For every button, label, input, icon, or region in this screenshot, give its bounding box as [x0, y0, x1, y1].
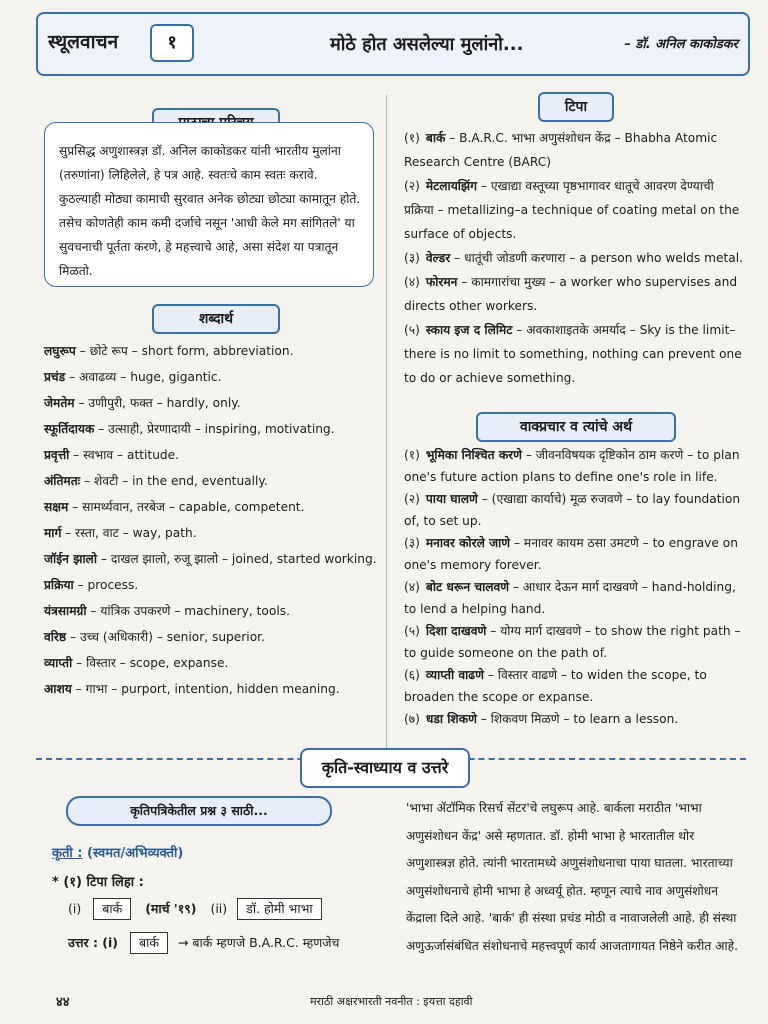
- tipa-definition: – अवकाशाइतके अमर्याद – Sky is the limit–there is no limit to something, nothing can prevent one to do or achieve something.: [404, 323, 742, 385]
- glossary-definition: – स्वभाव – attitude.: [69, 448, 180, 462]
- answer-line: [68, 932, 339, 954]
- glossary-term: यंत्रसामग्री: [44, 604, 87, 618]
- tipa-item: [404, 174, 746, 246]
- glossary-definition: – अवाढव्य – huge, gigantic.: [65, 370, 222, 384]
- intro-text: सुप्रसिद्ध अणुशास्त्रज्ञ डॉ. अनिल काकोडकर यांनी भारतीय मुलांना (तरुणांना) लिहिलेले, हे पत्र आहे. स्वतःचे काम स्वतः करावे. कुठल्याही मोठ्या कामाची सुरवात अनेक छोट्या छोट्या कामातून होते. तसेच कोणतेही काम कमी दर्जाचे नसून 'आधी केले मग सांगितले' या सुवचनाची पूर्तता करणे, हे महत्त्वाचे आहे, असा संदेश या पत्रातून मिळतो.: [44, 122, 374, 287]
- answer-label: उत्तर : (i): [68, 935, 119, 950]
- idiom-item: [404, 664, 746, 708]
- glossary-term: अंतिमतः: [44, 474, 81, 488]
- glossary-item: [44, 494, 380, 520]
- glossary-item: [44, 676, 380, 702]
- idiom-item: [404, 576, 746, 620]
- idiom-item: [404, 620, 746, 664]
- glossary-definition: – उणीपुरी, फक्त – hardly, only.: [74, 396, 241, 410]
- idiom-term: पाया घालणे: [425, 492, 478, 506]
- idioms-heading: वाक्प्रचार व त्यांचे अर्थ: [476, 412, 676, 442]
- tipa-term: फोरमन: [425, 275, 458, 289]
- idiom-term: बोट धरून चालवणे: [425, 580, 510, 594]
- glossary-definition: – यांत्रिक उपकरणे – machinery, tools.: [86, 604, 290, 618]
- kriti-label: [52, 843, 183, 861]
- glossary-item: [44, 338, 380, 364]
- idiom-term: मनावर कोरले जाणे: [425, 536, 511, 550]
- idiom-number: (५): [404, 624, 420, 638]
- page-number: ४४: [56, 995, 70, 1010]
- answer-box: बार्क: [130, 932, 168, 954]
- chapter-type-label: स्थूलवाचन: [48, 31, 119, 53]
- question-pill: कृतिपत्रिकेतील प्रश्न ३ साठी...: [66, 796, 332, 826]
- tipa-definition: – एखाद्या वस्तूच्या पृष्ठभागावर धातूचे आवरण देण्याची प्रक्रिया – metallizing–a technique of coating metal on the surface of objects.: [404, 179, 740, 241]
- tipa-number: (२): [404, 179, 420, 193]
- glossary-item: [44, 598, 380, 624]
- glossary-definition: – सामर्थ्यवान, तरबेज – capable, competent.: [68, 500, 305, 514]
- idiom-definition: – जीवनविषयक दृष्टिकोन ठाम करणे – to plan one's future action plans to define one's role in life.: [404, 448, 740, 484]
- column-divider: [386, 95, 387, 750]
- chapter-title: मोठे होत असलेल्या मुलांनो...: [330, 34, 524, 55]
- glossary-item: [44, 364, 380, 390]
- glossary-definition: – छोटे रूप – short form, abbreviation.: [75, 344, 294, 358]
- glossary-item: [44, 416, 380, 442]
- answer-text: → बार्क म्हणजे B.A.R.C. म्हणजेच: [177, 935, 340, 950]
- glossary-item: [44, 442, 380, 468]
- glossary-definition: – उत्साही, प्रेरणादायी – inspiring, motivating.: [94, 422, 335, 436]
- question-1: * (१) टिपा लिहा :: [52, 875, 144, 890]
- idiom-definition: – मनावर कायम ठसा उमटणे – to engrave on one's memory forever.: [404, 536, 738, 572]
- tipa-definition: – कामगारांचा मुख्य – a worker who supervises and directs other workers.: [404, 275, 738, 313]
- option-1-number: (i): [68, 901, 82, 916]
- idiom-number: (२): [404, 492, 420, 506]
- option-1-year: (मार्च '१९): [145, 901, 197, 916]
- glossary-term: प्रचंड: [44, 370, 66, 384]
- chapter-header: [36, 12, 750, 76]
- glossary-term: सक्षम: [44, 500, 69, 514]
- idiom-number: (३): [404, 536, 420, 550]
- glossary-definition: – रस्ता, वाट – way, path.: [61, 526, 197, 540]
- glossary-item: [44, 650, 380, 676]
- glossary-item: [44, 624, 380, 650]
- glossary-definition: – विस्तार – scope, expanse.: [72, 656, 229, 670]
- glossary-item: [44, 468, 380, 494]
- glossary-heading: शब्दार्थ: [152, 304, 280, 334]
- glossary-term: वरिष्ठ: [44, 630, 67, 644]
- tipa-heading: टिपा: [538, 92, 614, 122]
- glossary-item: [44, 520, 380, 546]
- answer-continuation: 'भाभा ॲटॉमिक रिसर्च सेंटर'चे लघुरूप आहे. बार्कला मराठीत 'भाभा अणुसंशोधन केंद्र' असे म्हणतात. डॉ. होमी भाभा हे भारतातील थोर अणुशास्त्रज्ञ होते. त्यांनी भारतामध्ये अणुसंशोधनाचा पाया घातला. भारताच्या अणुसंशोधनाचे होमी भाभा हे अध्वर्यू होत. म्हणून त्याचे नाव अणुसंशोधन केंद्राला दिले आहे. 'बार्क' ही संस्था प्रचंड मोठी व नावाजलेली आहे. ही संस्था अणुऊर्जासंबंधित संशोधनाचे महत्त्वपूर्ण कार्य आजतागायत निष्ठेने करीत आहे.: [406, 801, 738, 953]
- idiom-number: (१): [404, 448, 420, 462]
- idiom-definition: – शिकवण मिळणे – to learn a lesson.: [476, 712, 679, 726]
- option-2-number: (ii): [210, 901, 228, 916]
- tipa-item: [404, 270, 746, 318]
- chapter-number: १: [150, 24, 194, 62]
- tipa-term: वेल्डर: [425, 251, 451, 265]
- glossary-item: [44, 390, 380, 416]
- tipa-term: स्काय इज द लिमिट: [425, 323, 513, 337]
- tipa-item: [404, 126, 746, 174]
- idiom-number: (७): [404, 712, 420, 726]
- glossary-term: मार्ग: [44, 526, 62, 540]
- idiom-definition: – (एखाद्या कार्याचे) मूळ रुजवणे – to lay foundation of, to set up.: [404, 492, 741, 528]
- option-1-box: बार्क: [93, 898, 131, 920]
- idiom-term: दिशा दाखवणे: [425, 624, 487, 638]
- glossary-term: प्रक्रिया: [44, 578, 74, 592]
- idiom-definition: – योग्य मार्ग दाखवणे – to show the right path – to guide someone on the path of.: [404, 624, 741, 660]
- glossary-item: [44, 572, 380, 598]
- idiom-definition: – आधार देऊन मार्ग दाखवणे – hand-holding, to lend a helping hand.: [404, 580, 736, 616]
- idiom-item: [404, 444, 746, 488]
- chapter-author: – डॉ. अनिल काकोडकर: [624, 37, 738, 52]
- glossary-term: आशय: [44, 682, 72, 696]
- idiom-item: [404, 708, 746, 730]
- idiom-number: (४): [404, 580, 420, 594]
- tipa-item: [404, 318, 746, 390]
- tipa-number: (५): [404, 323, 420, 337]
- tipa-term: मेटलायझिंग: [425, 179, 478, 193]
- question-options: [68, 898, 322, 920]
- idiom-item: [404, 488, 746, 532]
- glossary-term: व्याप्ती: [44, 656, 73, 670]
- glossary-definition: – process.: [73, 578, 139, 592]
- idiom-term: धडा शिकणे: [425, 712, 477, 726]
- kriti-subtitle: (स्वमत/अभिव्यक्ती): [87, 846, 184, 861]
- glossary-definition: – दाखल झालो, रुजू झालो – joined, started working.: [96, 552, 377, 566]
- glossary-term: जॉईन झालो: [44, 552, 97, 566]
- idiom-definition: – विस्तार वाढणे – to widen the scope, to broaden the scope or expanse.: [404, 668, 707, 704]
- kriti-title: कृती :: [52, 846, 83, 861]
- book-title: मराठी अक्षरभारती नवनीत : इयत्ता दहावी: [310, 995, 473, 1008]
- tipa-number: (३): [404, 251, 420, 265]
- tipa-number: (४): [404, 275, 420, 289]
- glossary-definition: – शेवटी – in the end, eventually.: [80, 474, 268, 488]
- glossary-term: जेमतेम: [44, 396, 75, 410]
- tipa-definition: – B.A.R.C. भाभा अणुसंशोधन केंद्र – Bhabha Atomic Research Centre (BARC): [404, 131, 718, 169]
- glossary-term: स्फूर्तिदायक: [44, 422, 95, 436]
- tipa-list: [404, 126, 746, 390]
- activity-heading: कृति-स्वाध्याय व उत्तरे: [300, 748, 470, 788]
- tipa-item: [404, 246, 746, 270]
- tipa-term: बार्क: [425, 131, 446, 145]
- glossary-definition: – गाभा – purport, intention, hidden meaning.: [71, 682, 340, 696]
- glossary-term: प्रवृत्ती: [44, 448, 70, 462]
- glossary-definition: – उच्च (अधिकारी) – senior, superior.: [66, 630, 265, 644]
- idiom-number: (६): [404, 668, 420, 682]
- tipa-number: (१): [404, 131, 420, 145]
- glossary-list: [44, 338, 380, 702]
- option-2-box: डॉ. होमी भाभा: [237, 898, 321, 920]
- tipa-definition: – धातूंची जोडणी करणारा – a person who welds metal.: [450, 251, 744, 265]
- glossary-item: [44, 546, 380, 572]
- idioms-list: [404, 444, 746, 730]
- glossary-term: लघुरूप: [44, 344, 76, 358]
- idiom-term: भूमिका निश्चित करणे: [425, 448, 522, 462]
- idiom-item: [404, 532, 746, 576]
- idiom-term: व्याप्ती वाढणे: [425, 668, 484, 682]
